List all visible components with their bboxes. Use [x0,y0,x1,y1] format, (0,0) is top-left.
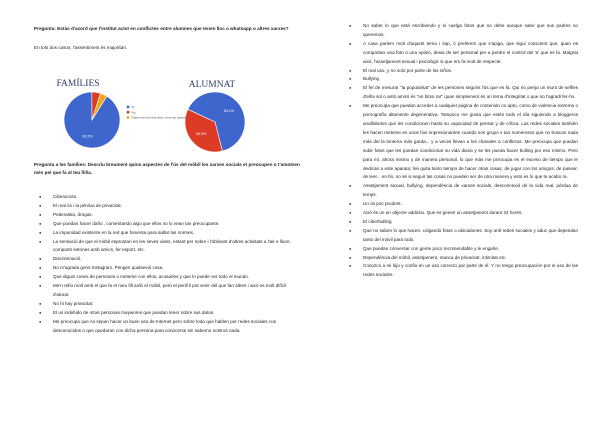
answer-item: ● No saber lo que està escribiendo y si cuelga fotos que no debe aunque sabe que sus padres no queremos. [344,22,578,40]
answer-item: ● Conozco a mi hijo y confio en un uso correcto por parte de él. Y no tengo preocupación por el uso de las redes sociales. [344,262,578,280]
answer-item: ● La impunidad existente en la red que fomenta para saltar las normes. [34,229,300,238]
answer-item: ● A casa parlem molt d'aquest tema i sap, ó preferem que s'apiga, que sigui conscient que, quan es comparteix una foto o una opinió, deixa de ser personal per a perdre el control del 'a' que es fa. Malgrat això, l'assetjament sexual i psicològic si que em fa molt de respecte. [344,40,578,67]
pie-alumnat [185,92,245,152]
answer-item: ● No m'agrada gens Instagram. Pengen qualsevol cosa. [34,264,300,273]
answer-item: ● El mal ús i la pèrdua de privacitat. [34,202,300,211]
left-answers-list [34,193,300,336]
answer-item: ● Discriminació. [34,255,300,264]
answer-item: ● La sensació de que el mòbil esprontari en les seves vides, estant per sobre i l'oblivant d'altres activitats a l'air e lliure, compartir estones amb amics, fer esport, etc. [34,238,300,256]
answer-item: ● El ciberbulling [344,218,578,227]
legend-label: Sí [131,105,135,110]
answer-item: ● Ciberacoso. [34,193,300,202]
pie-families [64,92,120,148]
right-answers-list [344,22,578,280]
answer-item: ● Que puedan hacer daño , comentando algo que ellos no lo vean tan preocupante. [34,220,300,229]
question-2-title: Pregunta a les famílies: Descriu breument quins aspectes de l'ús del mòbil les xarxes socials et preocupen o t'amoïnen més pel que fa al teu fill/a. [34,162,300,176]
answer-item: ● El fet de mesurar "la popularitat" de les persones segons l'ús que es fa. Qui no penja un munt de selfies d'ell/a sol o amb amics és "un bitxo rar" quan simplement és un tema d'integritat o que no t'agradi fer-ho. [344,84,578,102]
answer-item: ● Que puedan conversar con gente poco recomendable y le engañe. [344,245,578,254]
legend-swatch [127,111,130,114]
slice-label: 35,9% [196,131,207,136]
answer-item: ● No hi hay privacitat. [34,300,300,309]
question-1-title: Pregunta: Estàs d'acord que l'institut actuï en conflictes entre alumnes que tenen lloc a whatsapp o altres xarxes? [34,26,289,31]
answer-item: ● Bullying [344,75,578,84]
answer-item: ● Dependència del mòbil, assetjament, manca de privacitat, intimitat etc. [344,254,578,263]
answer-item: ● El us indebido de otras personas maywores que puedan tener sobre sus datos. [34,309,300,318]
charts-svg [34,71,252,154]
legend-label: No [131,110,136,115]
slice-label: 64,1% [223,109,234,114]
answer-item: ● Me preocupa que puedan acceder a cualquier página de contenido no apto, como de violencia extrema o pornografía altamente degenerativa. Tampoco me gusta que estén todo el día siguiendo a bloggeros analfabetos que les condicionen hasta su capacidad de pensar y de crítica. Las redes sociales también les hacen meterse en unos líos impresionantes cuando son grupo s tan numerosos que no buscan nada más del la tontería más garda... y a veces llevan a los chavales a conflictos. Me preocupa que puedan subir fotos que les puedan condicionar su vida diaria y se les pueda hacer bulling por eso mismo. Pero para mí, ahora mismo y de manera personal, lo que más me preocupa es el exceso de tiempo que le dedican a este aparato; les quita tanto tiempo de hacer otras cosas, de jugar con los amigos, de pasear, de leer... en fin, no sé si seguir las cosas no pueden ser de otra manera y esto es lo que te acabo ra. [344,102,578,182]
answer-item: ● Que no saben lo que hacen, colgando fotos o ubicadones. Soy antí redes sociales y aduc que dependan tanto del móvil para todo. [344,227,578,245]
answer-item: ● Me preocupa que no sepan hacer un buen uso de Internet pero sobre todo que hablen por redes sociales con desconocidos o que quedaran con dicha persona para conocerse sin saberno nostros nada. [34,318,300,336]
charts-image [34,71,252,154]
answer-item: ● Me'n refio molt amb el que fa el meu fill amb el mòbil, però el perill li pot venir del que fan altres i això es molt difícil d'aturar. [34,282,300,300]
chart-title-alumnat: ALUMNAT [188,80,236,90]
answer-item: ● Això és un un objecte addictiu. Que es generi un assetjament durant 24 hores. [344,209,578,218]
slice-label: 93,5% [82,134,93,139]
question-1-answer: En tots dos casos, l'assentiment és majoritari. [34,45,128,50]
answer-item: ● Un ús poc prudent. [344,200,578,209]
legend-swatch [127,106,130,109]
legend-swatch [127,116,130,119]
answer-item: ● El mal uso, y no solo por parte de los niños. [344,67,578,76]
chart-title-families: FAMÍLIES [56,79,100,89]
answer-item: ● Que diguin coses de persones o meterse con ellos, acosarles y que lo puede ver todo el mundo. [34,273,300,282]
answer-item: ● Assetjament sexual, bullying, dependència de xarxes socials, desconnexió de la vida real, pèrdua de temps. [344,182,578,200]
legend-label: Depèn (si són fets dins o fora de classe) [131,115,187,120]
answer-item: ● Pederastia, drogas. [34,211,300,220]
